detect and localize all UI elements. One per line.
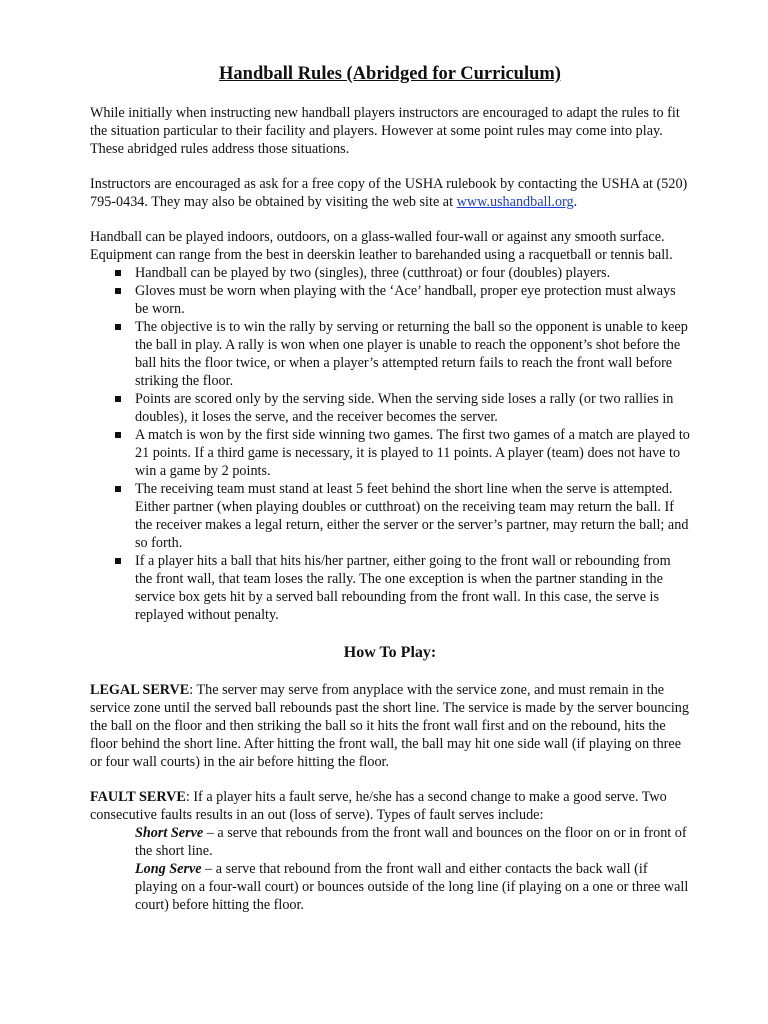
rule-text: Points are scored only by the serving side. When the serving side loses a rally (or two rallies in doubles), it loses the serve, and the receiver becomes the server. bbox=[135, 391, 674, 425]
list-item bbox=[135, 552, 690, 624]
list-item bbox=[135, 480, 690, 552]
long-serve-term: Long Serve bbox=[135, 861, 202, 877]
rulebook-text: Instructors are encouraged as ask for a free copy of the USHA rulebook by contacting the USHA at (520) 795-0434. They may also be obtained by visiting the web site at bbox=[90, 176, 688, 210]
rulebook-paragraph bbox=[90, 175, 690, 211]
list-item bbox=[135, 264, 690, 282]
fault-serve-paragraph bbox=[90, 788, 690, 824]
usha-website-link[interactable]: www.ushandball.org bbox=[456, 194, 574, 210]
rule-text: A match is won by the first side winning two games. The first two games of a match are played to 21 points. If a third game is necessary, it is played to 11 points. A player (team) does not have to win a game by 2 points. bbox=[135, 427, 690, 479]
how-to-play-heading: How To Play: bbox=[343, 644, 437, 661]
fault-serve-term: FAULT SERVE bbox=[90, 789, 186, 805]
list-item bbox=[135, 282, 690, 318]
short-serve-term: Short Serve bbox=[135, 825, 204, 841]
list-item bbox=[135, 390, 690, 426]
rule-text: Gloves must be worn when playing with the ‘Ace’ handball, proper eye protection must always be worn. bbox=[135, 283, 676, 317]
bullet-icon bbox=[115, 396, 121, 402]
bullet-icon bbox=[115, 324, 121, 330]
document-page bbox=[90, 62, 690, 914]
legal-serve-term: LEGAL SERVE bbox=[90, 682, 190, 698]
bullet-icon bbox=[115, 486, 121, 492]
long-serve-text: – a serve that rebound from the front wall and either contacts the back wall (if playing on a four-wall court) or bounces outside of the long line (if playing on a one or three wall court) before hitting the floor. bbox=[135, 861, 689, 913]
rule-text: If a player hits a ball that hits his/her partner, either going to the front wall or rebounding from the front wall, that team loses the rally. The one exception is when the partner standing in the service box gets hit by a served ball rebounding from the front wall. In this case, the serve is replayed without penalty. bbox=[135, 553, 671, 623]
fault-serve-text: : If a player hits a fault serve, he/she has a second change to make a good serve. Two consecutive faults results in an out (loss of serve). Types of fault serves include: bbox=[90, 789, 667, 823]
bullet-icon bbox=[115, 270, 121, 276]
bullet-icon bbox=[115, 288, 121, 294]
page-title: Handball Rules (Abridged for Curriculum) bbox=[219, 64, 561, 84]
rule-text: The objective is to win the rally by serving or returning the ball so the opponent is unable to keep the ball in play. A rally is won when one player is unable to reach the opponent’s shot before the ball hits the floor twice, or when a player’s attempted return fails to reach the front wall before striking the floor. bbox=[135, 319, 688, 389]
legal-serve-paragraph bbox=[90, 681, 690, 771]
long-serve-definition bbox=[90, 860, 690, 914]
rule-text: The receiving team must stand at least 5 feet behind the short line when the serve is attempted. Either partner (when playing doubles or cutthroat) on the receiving team may return the ball. If the receiver makes a legal return, either the server or the server’s partner, may return the ball; and so forth. bbox=[135, 481, 689, 551]
rulebook-text-end: . bbox=[573, 194, 578, 210]
rules-list bbox=[90, 264, 690, 624]
legal-serve-text: : The server may serve from anyplace with the service zone, and must remain in the service zone until the served ball rebounds past the short line. The service is made by the server bouncing the ball on the floor and then striking the ball so it hits the front wall first and on the rebound, hits the floor behind the short line. After hitting the front wall, the ball may hit one side wall (if playing on three or four wall courts) in the air before hitting the floor. bbox=[90, 682, 689, 770]
short-serve-text: – a serve that rebounds from the front wall and bounces on the floor on or in front of the short line. bbox=[135, 825, 687, 859]
list-item bbox=[135, 426, 690, 480]
intro-paragraph: While initially when instructing new handball players instructors are encouraged to adapt the rules to fit the situation particular to their facility and players. However at some point rules may come into play. These abridged rules address those situations. bbox=[90, 105, 680, 157]
list-item bbox=[135, 318, 690, 390]
short-serve-definition bbox=[90, 824, 690, 860]
rule-text: Handball can be played by two (singles), three (cutthroat) or four (doubles) players. bbox=[135, 265, 611, 281]
bullet-icon bbox=[115, 432, 121, 438]
equipment-paragraph: Handball can be played indoors, outdoors, on a glass-walled four-wall or against any smooth surface. Equipment can range from the best in deerskin leather to barehanded using a racquetball or tennis ball. bbox=[90, 229, 673, 263]
bullet-icon bbox=[115, 558, 121, 564]
